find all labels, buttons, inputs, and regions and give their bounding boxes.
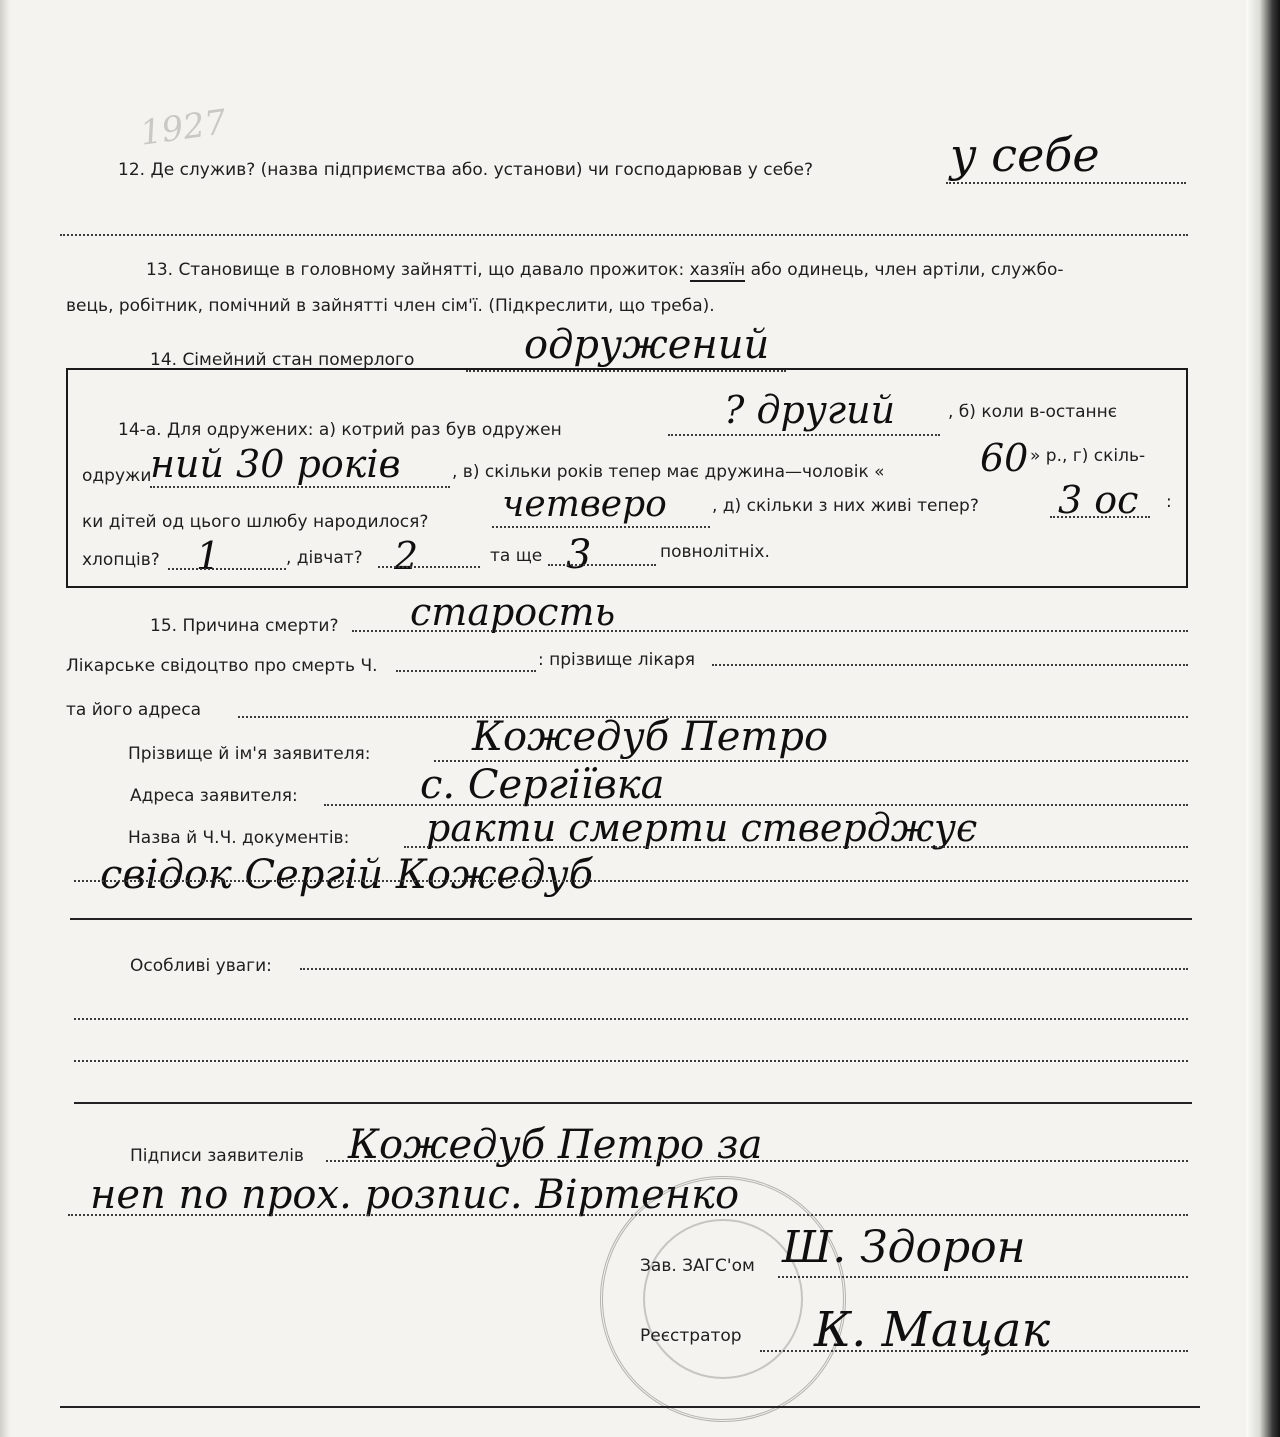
q14a-children-alive: 3 ос [1058,478,1139,522]
documents-answer-2: свідок Сергій Кожедуб [100,852,594,898]
q14a-line1-label: 14-а. Для одружених: а) котрий раз був одружен [118,420,562,440]
documents-label: Назва й Ч.Ч. документів: [128,828,350,848]
q14a-boys-dots [168,568,286,570]
q14a-girls: 2 [394,534,419,578]
remarks-line-3 [74,1060,1188,1062]
doctor-name-line [712,664,1188,666]
registrar-signature-line [760,1350,1188,1352]
q14a-adult-dots [548,564,656,566]
doctor-name-label: : прізвище лікаря [538,650,696,670]
q12-answer: у себе [950,128,1100,182]
q12-label: 12. Де служив? (назва підприємства або. установи) чи господарював у себе? [118,160,814,180]
page-shadow-left [0,0,10,1437]
signatures-label: Підписи заявителів [130,1146,304,1166]
applicant-signature-1: Кожедуб Петро за [348,1122,763,1168]
q13-line1 [146,260,1064,280]
q14a-married-since: ний 30 років [150,442,401,486]
q14a-boys: 1 [196,534,221,578]
q14a-line2-prefix: одружи [82,466,152,486]
q12-extra-line [60,234,1188,236]
q14a-adult-label: та ще [490,546,543,566]
signature-line-2 [68,1214,1188,1216]
documents-answer-1: ракти смерти стверджує [426,806,978,850]
q13-suffix: або одинець, член артіли, службо- [745,260,1064,280]
q14a-line4-suffix: повнолітніх. [660,542,770,562]
q14a-line1-dots [668,434,940,436]
q14a-adult: 3 [566,532,592,578]
remarks-line-1 [300,968,1188,970]
q15-cause-of-death: старость [410,590,616,634]
applicant-address: с. Сергіївка [420,762,665,808]
head-label: Зав. ЗАГС'ом [640,1256,755,1276]
q14a-children-born: четверо [502,484,667,525]
q14a-girls-dots [378,566,480,568]
documents-line-1 [404,846,1188,848]
q14a-times-married: ? другий [724,388,896,432]
q12-answer-line [946,182,1186,184]
q14a-line3-colon: : [1166,492,1172,512]
q14a-line2-suffix: » р., г) скіль- [1030,446,1146,466]
official-stamp [600,1176,846,1422]
q13-prefix: 13. Становище в головному зайнятті, що давало прожиток: [146,260,690,280]
q14a-line3-dots [492,526,710,528]
official-stamp-inner-ring [643,1219,803,1379]
documents-line-2 [74,880,1188,882]
q15-label: 15. Причина смерти? [150,616,339,636]
q14a-boys-label: хлопців? [82,550,160,570]
separator-line-2 [74,1102,1192,1104]
q14a-spouse-age: 60 [980,436,1029,480]
doctor-address-label: та його адреса [66,700,202,720]
separator-line-1 [70,918,1192,920]
margin-mark: 1927 [137,102,229,154]
q14a-line2-dots [150,486,450,488]
applicant-name: Кожедуб Петро [472,714,829,760]
bottom-line [60,1406,1200,1408]
head-signature: Ш. Здорон [782,1222,1026,1273]
q15-answer-line [352,630,1188,632]
q14a-girls-label: , дівчат? [286,548,363,568]
registrar-signature: К. Мацак [814,1302,1051,1358]
q14a-line3-label: ки дітей од цього шлюбу народилося? [82,512,429,532]
q14a-alive-dots [1050,516,1150,518]
signature-line-1 [326,1160,1188,1162]
registrar-label: Реєстратор [640,1326,742,1346]
applicant-signature-2: неп по прох. розпис. Віртенко [90,1172,740,1218]
med-cert-number-line [396,670,536,672]
q14a-line2-mid: , в) скільки років тепер має дружина—чоловік « [452,462,885,482]
q14-answer: одружений [524,322,770,368]
applicant-address-label: Адреса заявителя: [130,786,298,806]
page-binding-edge [1246,0,1280,1437]
q13-line2: вець, робітник, помічний в зайнятті член сім'ї. (Підкреслити, що треба). [66,296,715,316]
applicant-name-label: Прізвище й ім'я заявителя: [128,744,371,764]
med-cert-label: Лікарське свідоцтво про смерть Ч. [66,656,378,676]
q14-label: 14. Сімейний стан померлого [150,350,415,370]
remarks-label: Особливі уваги: [130,956,272,976]
q14a-line3-mid: , д) скільки з них живі тепер? [712,496,979,516]
q13-underlined-choice: хазяїн [689,260,746,280]
remarks-line-2 [74,1018,1188,1020]
q14a-line1-suffix: , б) коли в-останнє [948,402,1118,422]
head-signature-line [778,1276,1188,1278]
